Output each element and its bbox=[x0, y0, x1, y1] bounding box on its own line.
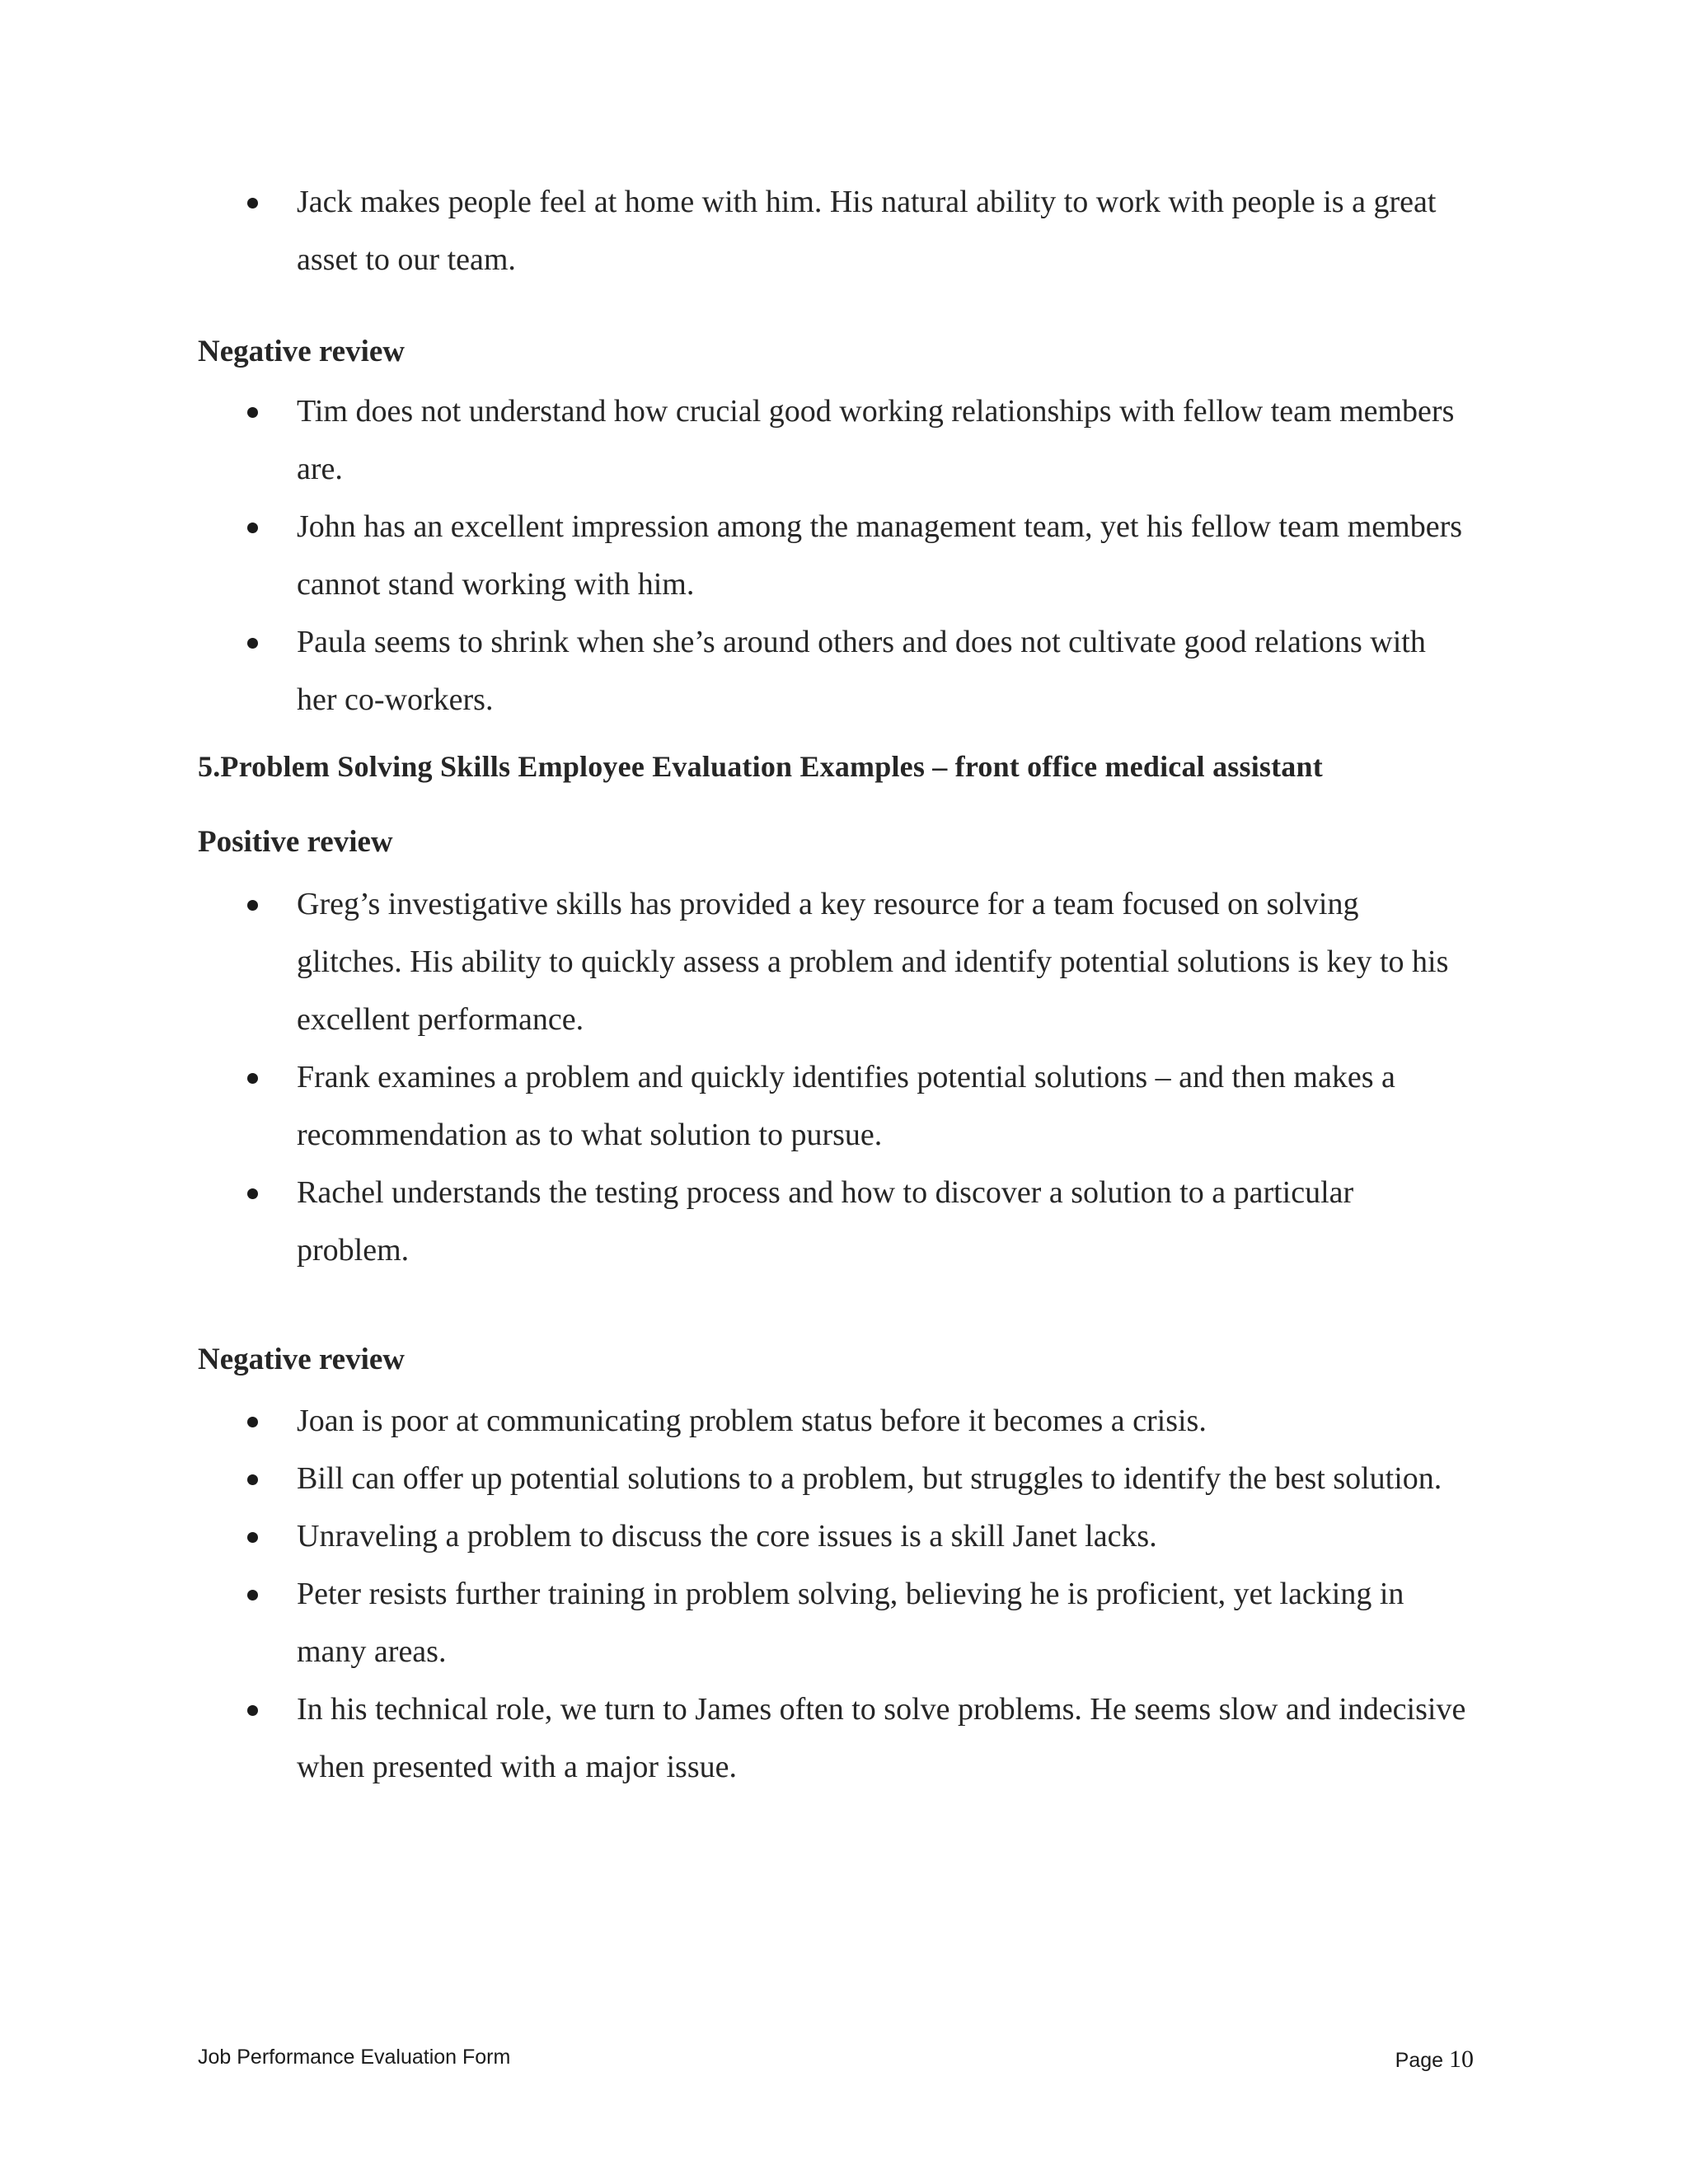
list-item: John has an excellent impression among the management team, yet his fellow team members cannot stand working with him. bbox=[0, 498, 1467, 613]
positive-review-list bbox=[0, 875, 1688, 1279]
teamwork-negative-list bbox=[0, 382, 1688, 729]
page-number bbox=[1395, 2046, 1474, 2074]
bullet-icon bbox=[247, 1705, 258, 1716]
list-item: Jack makes people feel at home with him. His natural ability to work with people is a great asset to our team. bbox=[0, 173, 1467, 288]
list-item: Greg’s investigative skills has provided a key resource for a team focused on solving glitches. His ability to quickly assess a problem and identify potential solutions is key to his excellent performance. bbox=[0, 875, 1467, 1048]
list-item: Rachel understands the testing process and how to discover a solution to a particular problem. bbox=[0, 1164, 1467, 1279]
bullet-icon bbox=[247, 638, 258, 649]
positive-review-heading: Positive review bbox=[198, 825, 393, 859]
negative-review-list bbox=[0, 1392, 1688, 1796]
page-label: Page bbox=[1395, 2049, 1444, 2072]
list-item: Bill can offer up potential solutions to a problem, but struggles to identify the best solution. bbox=[0, 1450, 1467, 1507]
list-item: Unraveling a problem to discuss the core issues is a skill Janet lacks. bbox=[0, 1507, 1467, 1565]
bullet-icon bbox=[247, 1590, 258, 1601]
negative-review-heading: Negative review bbox=[198, 335, 406, 368]
footer-title: Job Performance Evaluation Form bbox=[198, 2046, 511, 2069]
section-title: 5.Problem Solving Skills Employee Evaluation Examples – front office medical assistant bbox=[198, 750, 1323, 783]
list-item: Tim does not understand how crucial good working relationships with fellow team members are. bbox=[0, 382, 1467, 498]
bullet-icon bbox=[247, 1188, 258, 1199]
bullet-icon bbox=[247, 198, 258, 209]
list-item: Paula seems to shrink when she’s around others and does not cultivate good relations with her co-workers. bbox=[0, 613, 1467, 729]
list-item: In his technical role, we turn to James often to solve problems. He seems slow and indecisive when presented with a major issue. bbox=[0, 1680, 1467, 1796]
bullet-icon bbox=[247, 1474, 258, 1485]
bullet-icon bbox=[247, 523, 258, 533]
bullet-icon bbox=[247, 1532, 258, 1543]
bullet-icon bbox=[247, 900, 258, 911]
intro-bullet-list bbox=[0, 173, 1688, 288]
list-item: Peter resists further training in problem solving, believing he is proficient, yet lacking in many areas. bbox=[0, 1565, 1467, 1680]
bullet-icon bbox=[247, 407, 258, 418]
list-item: Frank examines a problem and quickly identifies potential solutions – and then makes a recommendation as to what solution to pursue. bbox=[0, 1048, 1467, 1164]
page-number-value: 10 bbox=[1449, 2046, 1474, 2073]
bullet-icon bbox=[247, 1073, 258, 1084]
negative-review-heading: Negative review bbox=[198, 1343, 406, 1376]
list-item: Joan is poor at communicating problem status before it becomes a crisis. bbox=[0, 1392, 1467, 1450]
bullet-icon bbox=[247, 1417, 258, 1427]
